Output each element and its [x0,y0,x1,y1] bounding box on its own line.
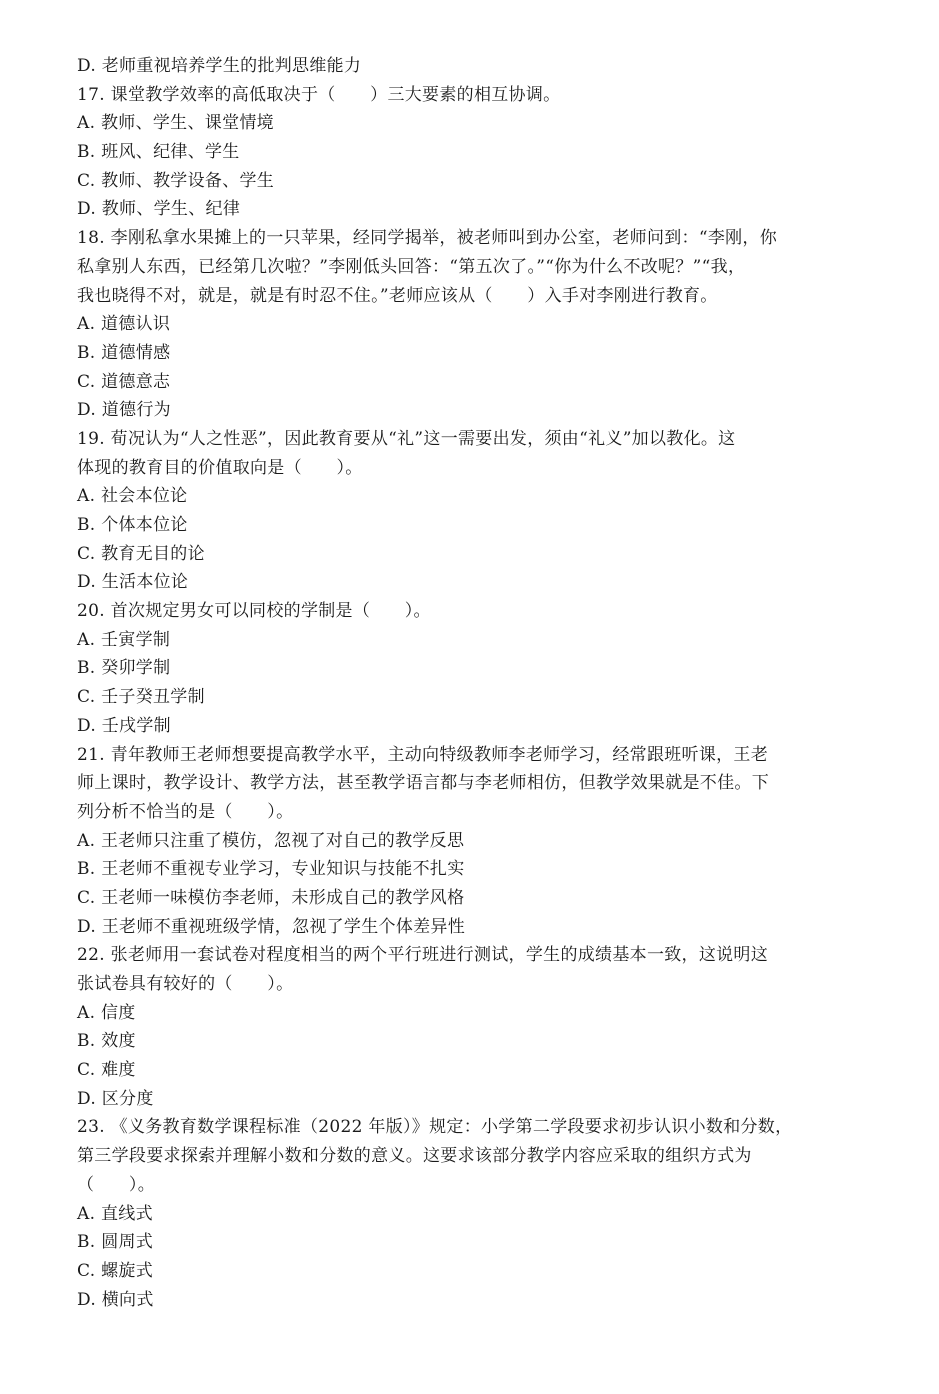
option-d: D. 横向式 [77,1289,154,1310]
option-b: B. 效度 [77,1031,136,1052]
option-c: C. 王老师一味模仿李老师，未形成自己的教学风格 [77,887,465,908]
option-a: A. 直线式 [77,1203,153,1224]
option-a: A. 道德认识 [77,314,171,335]
option-b: B. 个体本位论 [77,515,188,535]
document-page [77,52,867,1314]
option-d: D. 道德行为 [77,400,171,421]
option-a: A. 信度 [77,1002,136,1023]
option-a: A. 壬寅学制 [77,629,171,650]
question-22 [77,941,867,1113]
question-stem: 体现的教育目的价值取向是（ ）。 [77,457,363,478]
option-b: B. 王老师不重视专业学习，专业知识与技能不扎实 [77,859,465,880]
option-b: B. 癸卯学制 [77,658,171,679]
option-c: C. 壬子癸丑学制 [77,687,205,708]
option-c: C. 教育无目的论 [77,543,205,564]
option-c: C. 教师、教学设备、学生 [77,170,275,191]
option-a: A. 社会本位论 [77,486,188,507]
question-stem: 师上课时，教学设计、教学方法，甚至教学语言都与李老师相仿，但教学效果就是不佳。下 [77,773,769,794]
question-stem: 私拿别人东西，已经第几次啦？”李刚低头回答：“第五次了。”“你为什么不改呢？”“我， [77,256,746,277]
question-20 [77,597,867,740]
option-b: B. 圆周式 [77,1232,154,1253]
question-23 [77,1113,867,1314]
option-a: A. 教师、学生、课堂情境 [77,113,274,134]
question-stem: 20. 首次规定男女可以同校的学制是（ ）。 [77,601,431,622]
question-stem: 21. 青年教师王老师想要提高教学水平，主动向特级教师李老师学习，经常跟班听课，王老 [77,744,769,765]
question-stem: 张试卷具有较好的（ ）。 [77,974,294,994]
option-d: D. 教师、学生、纪律 [77,199,241,220]
question-18 [77,224,867,425]
question-stem: 23. 《义务教育数学课程标准（2022 年版）》规定：小学第二学段要求初步认识小数和分数， [77,1117,793,1138]
question-stem: 19. 荀况认为“人之性恶”，因此教育要从“礼”这一需要出发，须由“礼义”加以教化。这 [77,428,736,449]
question-21 [77,741,867,942]
option-d: D. 区分度 [77,1088,154,1109]
option-c: C. 道德意志 [77,371,171,392]
question-19 [77,425,867,597]
question-stem: 第三学段要求探索并理解小数和分数的意义。这要求该部分教学内容应采取的组织方式为 [77,1146,752,1167]
question-stem: 我也晓得不对，就是，就是有时忍不住。”老师应该从（ ）入手对李刚进行教育。 [77,285,718,306]
option-d: D. 王老师不重视班级学情，忽视了学生个体差异性 [77,916,466,937]
option-b: B. 班风、纪律、学生 [77,142,240,163]
question-17 [77,81,867,224]
question-stem: 列分析不恰当的是（ ）。 [77,801,294,822]
option-d: D. 壬戌学制 [77,715,171,736]
previous-question-option: D. 老师重视培养学生的批判思维能力 [77,56,362,76]
option-c: C. 螺旋式 [77,1260,154,1281]
question-stem: 22. 张老师用一套试卷对程度相当的两个平行班进行测试，学生的成绩基本一致，这说明这 [77,945,769,966]
option-a: A. 王老师只注重了模仿，忽视了对自己的教学反思 [77,830,465,851]
option-b: B. 道德情感 [77,342,171,363]
option-c: C. 难度 [77,1060,136,1081]
option-d: D. 生活本位论 [77,572,189,593]
question-stem: （ ）。 [77,1174,155,1195]
question-stem: 18. 李刚私拿水果摊上的一只苹果，经同学揭举，被老师叫到办公室，老师问到：“李刚，你 [77,228,778,249]
question-stem: 17. 课堂教学效率的高低取决于（ ）三大要素的相互协调。 [77,84,561,105]
